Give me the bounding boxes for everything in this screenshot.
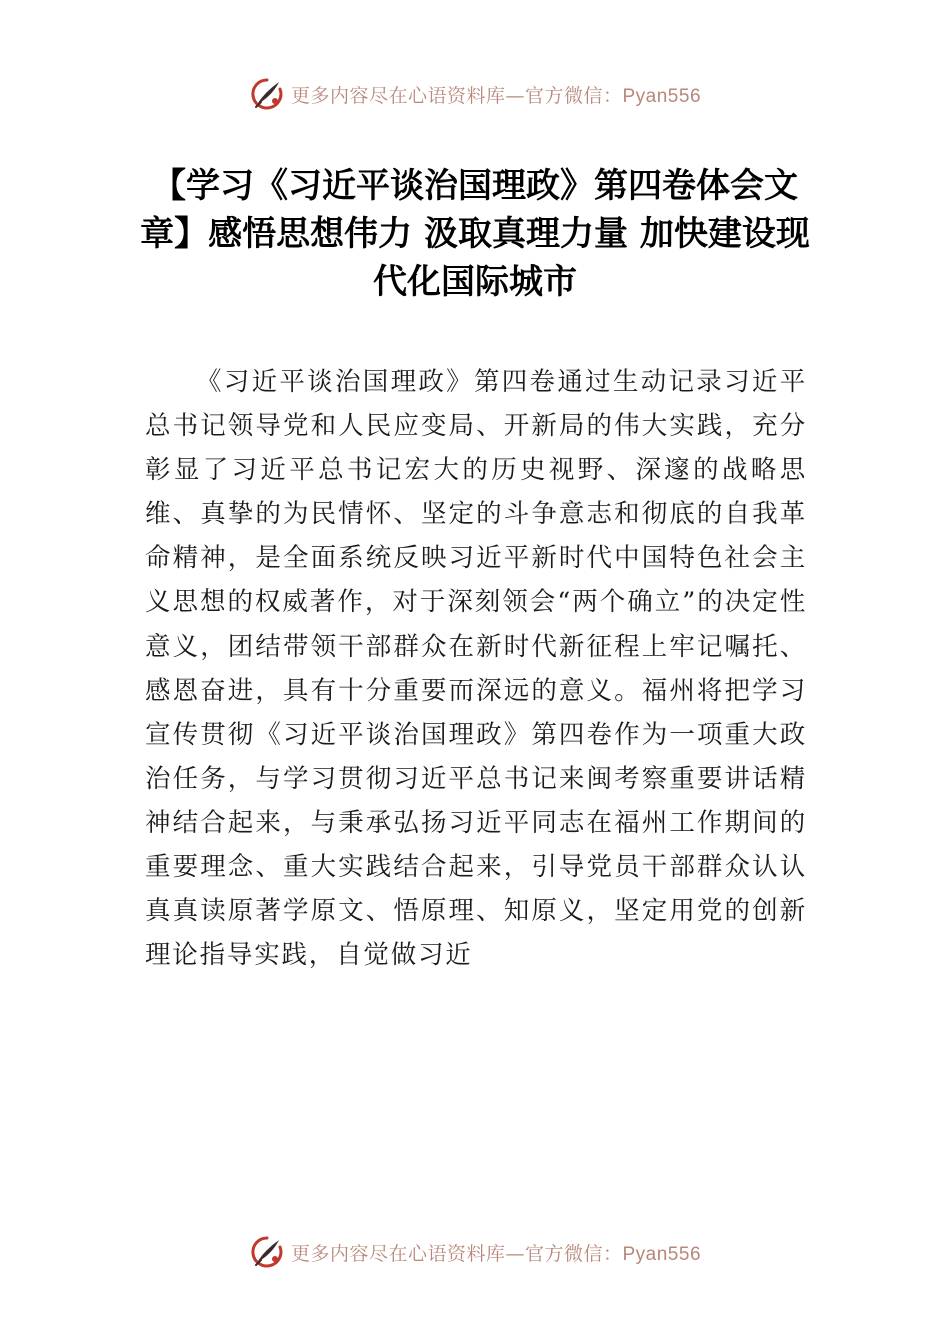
header-wechat-id: Pyan556 (622, 85, 702, 107)
footer-wechat-id: Pyan556 (622, 1243, 702, 1265)
footer-banner-text (291, 1239, 701, 1266)
footer-banner (0, 1232, 950, 1272)
article-paragraph: 《习近平谈治国理政》第四卷通过生动记录习近平总书记领导党和人民应变局、开新局的伟大实践，充分彰显了习近平总书记宏大的历史视野、深邃的战略思维、真挚的为民情怀、坚定的斗争意志和彻底的自我革命精神，是全面系统反映习近平新时代中国特色社会主义思想的权威著作，对于深刻领会“两个确立”的决定性意义，团结带领干部群众在新时代新征程上牢记嘱托、感恩奋进，具有十分重要而深远的意义。福州将把学习宣传贯彻《习近平谈治国理政》第四卷作为一项重大政治任务，与学习贯彻习近平总书记来闽考察重要讲话精神结合起来，与秉承弘扬习近平同志在福州工作期间的重要理念、重大实践结合起来，引导党员干部群众认认真真读原著学原文、悟原理、知原义，坚定用党的创新理论指导实践，自觉做习近 (145, 367, 807, 971)
header-banner-text (291, 81, 701, 108)
quill-circle-logo-icon (249, 1234, 285, 1270)
header-banner-label: 更多内容尽在心语资料库—官方微信： (290, 84, 623, 107)
footer-banner-label: 更多内容尽在心语资料库—官方微信： (290, 1242, 623, 1265)
header-banner (0, 74, 950, 114)
quill-circle-logo-icon (249, 76, 285, 112)
article-title: 【学习《习近平谈治国理政》第四卷体会文章】感悟思想伟力 汲取真理力量 加快建设现代化国际城市 (140, 166, 810, 302)
